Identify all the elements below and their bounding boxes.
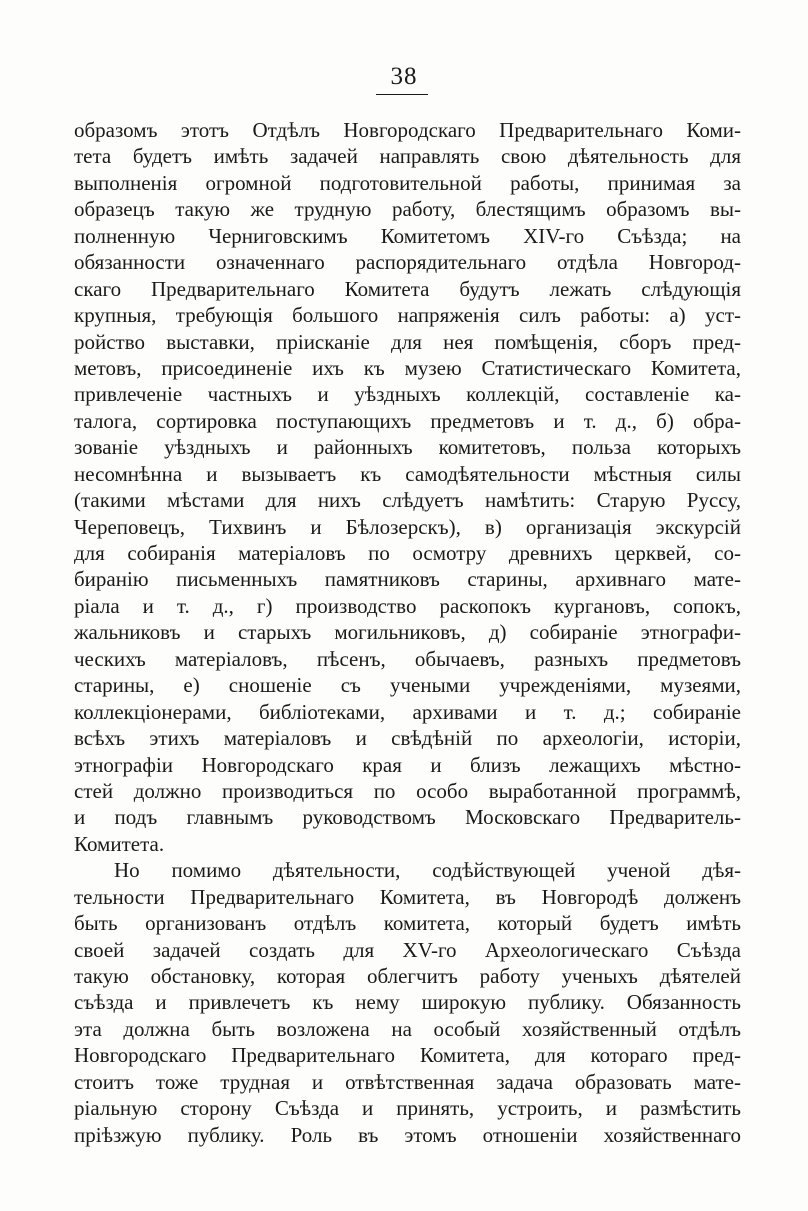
page-number: 38 [390,63,418,90]
text-line: эта должна быть возложена на особый хозяйственный отдѣлъ [74,1016,741,1041]
text-line: Но помимо дѣятельности, содѣйствующей ученой дѣя- [114,858,741,883]
text-line: ройство выставки, пріисканіе для нея помѣщенія, сборъ пред- [74,329,741,354]
text-line: тельности Предварительнаго Комитета, въ Новгородѣ долженъ [74,884,741,909]
text-line: образомъ этотъ Отдѣлъ Новгородскаго Предварительнаго Коми- [74,118,741,142]
text-line: своей задачей создать для XV-го Археологическаго Съѣзда [74,937,741,962]
text-line: быть организованъ отдѣлъ комитета, который будетъ имѣть [74,911,741,936]
text-line: обязанности означеннаго распорядительнаго отдѣла Новгород- [74,250,741,275]
text-line: Комитета. [74,831,165,856]
text-line: стоитъ тоже трудная и отвѣтственная задача образовать мате- [74,1069,741,1094]
text-line: привлеченіе частныхъ и уѣздныхъ коллекцій, составленіе ка- [74,382,741,407]
text-line: метовъ, присоединеніе ихъ къ музею Статистическаго Комитета, [74,355,741,380]
text-line: крупныя, требующія большого напряженія силъ работы: а) уст- [74,303,741,328]
text-line: жальниковъ и старыхъ могильниковъ, д) собираніе этнографи- [74,620,741,645]
text-line: биранію письменныхъ памятниковъ старины, архивнаго мате- [74,567,741,592]
text-line: образецъ такую же трудную работу, блестящимъ образомъ вы- [74,197,741,222]
text-line: для собиранія матеріаловъ по осмотру древнихъ церквей, со- [74,541,741,565]
text-line: и подъ главнымъ руководствомъ Московскаго Предваритель- [74,805,741,830]
text-line: стей должно производиться по особо выработанной программѣ, [74,778,741,803]
text-line: (такими мѣстами для нихъ слѣдуетъ намѣтить: Старую Руссу, [74,488,741,513]
text-line: всѣхъ этихъ матеріаловъ и свѣдѣній по археологіи, исторіи, [74,726,741,751]
text-line: коллекціонерами, библіотеками, архивами и т. д.; собираніе [74,699,741,724]
text-line: съѣзда и привлечетъ къ нему широкую публику. Обязанность [74,990,741,1015]
text-line: зованіе уѣздныхъ и районныхъ комитетовъ, польза которыхъ [74,435,741,460]
text-line: ческихъ матеріаловъ, пѣсенъ, обычаевъ, разныхъ предметовъ [74,646,741,671]
text-line: пріѣзжую публику. Роль въ этомъ отношеніи хозяйственнаго [74,1122,741,1147]
text-line: выполненія огромной подготовительной работы, принимая за [74,170,741,195]
text-line: несомнѣнна и вызываетъ къ самодѣятельности мѣстныя силы [74,461,741,486]
text-line: Череповецъ, Тихвинъ и Бѣлозерскъ), в) организація экскурсій [74,514,741,539]
text-line: Новгородскаго Предварительнаго Комитета, для котораго пред- [74,1043,741,1068]
body-text [74,117,741,1148]
text-line: тета будетъ имѣть задачей направлять свою дѣятельность для [74,144,741,169]
text-line: такую обстановку, которая облегчитъ работу ученыхъ дѣятелей [74,964,741,988]
page-number-rule [376,94,428,95]
text-line: старины, е) сношеніе съ учеными учрежденіями, музеями, [74,673,741,698]
text-line: талога, сортировка поступающихъ предметовъ и т. д., б) обра- [74,408,741,433]
text-line: этнографіи Новгородскаго края и близъ лежащихъ мѣстно- [74,752,741,777]
text-line: полненную Черниговскимъ Комитетомъ XIV-го Съѣзда; на [74,223,741,248]
text-line: ріальную сторону Съѣзда и принять, устроить, и размѣстить [74,1096,741,1121]
text-line: скаго Предварительнаго Комитета будутъ лежать слѣдующія [74,276,741,301]
text-line: ріала и т. д., г) производство раскопокъ кургановъ, сопокъ, [74,593,741,618]
